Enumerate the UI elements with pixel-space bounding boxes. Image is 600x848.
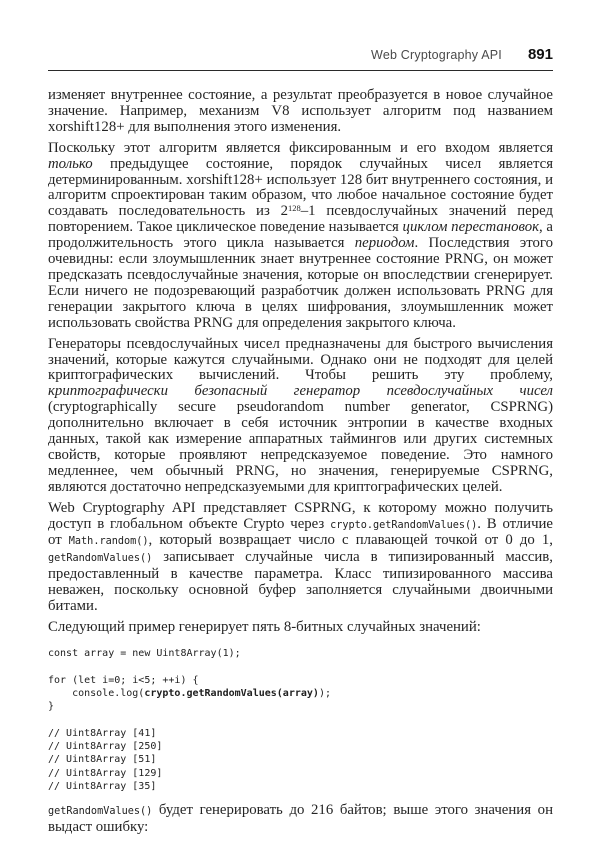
paragraph: getRandomValues() будет генерировать до 216 байтов; выше этого значения он выдаст ошибку: [48, 802, 553, 836]
superscript: 128 [288, 203, 301, 214]
paragraph: Генераторы псевдослучайных чисел предназначены для быстрого вычисления значений, которые кажутся случайными. Однако они не подходят для целей криптографических вычислений. Чтобы решить эту проблему, криптографически безопасный генератор псевдослучайных чисел (cryptographically secure pseudorandom number generator, CSPRNG) дополнительно включает в себя источник энтропии в качестве входных данных, такой как измерение аппаратных таймингов или других системных свойств, которые проявляют непредсказуемое поведение. Это намного медленнее, чем обычный PRNG, но значения, генерируемые CSPRNG, являются достаточно непредсказуемыми для криптографических целей. [48, 335, 553, 495]
italic-text: только [48, 155, 93, 172]
code-bold-text: crypto.getRandomValues(array) [144, 687, 319, 699]
italic-text: криптографически безопасный генератор псевдослучайных чисел [48, 383, 553, 400]
code-block: const array = new Uint8Array(1); for (let i=0; i<5; ++i) { console.log(crypto.getRandomValues(array)); } // Uint8Array [41] // Uint8Array [250] // Uint8Array [51] // Uint8Array [129] // Uint8Array [35] [48, 647, 331, 792]
page-number: 891 [527, 46, 553, 63]
paragraph: изменяет внутреннее состояние, а результат преобразуется в новое случайное значение. Например, механизм V8 использует алгоритм под названием xorshift128+ для выполнения этого изменения. [48, 87, 553, 135]
paragraph: Поскольку этот алгоритм является фиксированным и его входом является только предыдущее состояние, порядок случайных чисел является детерминированным. xorshift128+ использует 128 бит внутреннего состояния, и алгоритм спроектирован таким образом, что любое начальное состояние будет создавать последовательность из $2^{128}-1$ псевдослучайных значений перед повторением. Такое циклическое поведение называется циклом перестановок, а продолжительность этого цикла называется периодом. Последствия этого очевидны: если злоумышленник знает внутреннее состояние PRNG, он может предсказать псевдослучайные значения, которые он впоследствии сгенерирует. Если ничего не подозревающий разработчик должен использовать PRNG для генерации закрытого ключа в целях шифрования, злоумышленник может использовать свойства PRNG для определения закрытого ключа. [48, 139, 554, 331]
inline-code: getRandomValues() [48, 553, 153, 565]
inline-code: crypto.getRandomValues() [330, 519, 478, 531]
page-header [48, 46, 553, 71]
inline-code: Math.random() [68, 536, 149, 548]
paragraph: Следующий пример генерирует пять 8-битных случайных значений: [48, 619, 481, 635]
italic-text: периодом [354, 235, 415, 252]
paragraph: Web Cryptography API представляет CSPRNG, к которому можно получить доступ в глобальном объекте Crypto через crypto.getRandomValues(). В отличие от Math.random(), который возвращает число с плавающей точкой от 0 до 1, getRandomValues() записывает случайные числа в типизированный массив, предоставленный в качестве параметра. Класс типизированного массива неважен, поскольку основной буфер заполняется случайными двоичными битами. [48, 499, 554, 615]
inline-code: getRandomValues() [48, 806, 153, 818]
running-title: Web Cryptography API [371, 48, 502, 62]
page-content [48, 71, 553, 836]
italic-text: циклом перестановок [402, 219, 540, 236]
